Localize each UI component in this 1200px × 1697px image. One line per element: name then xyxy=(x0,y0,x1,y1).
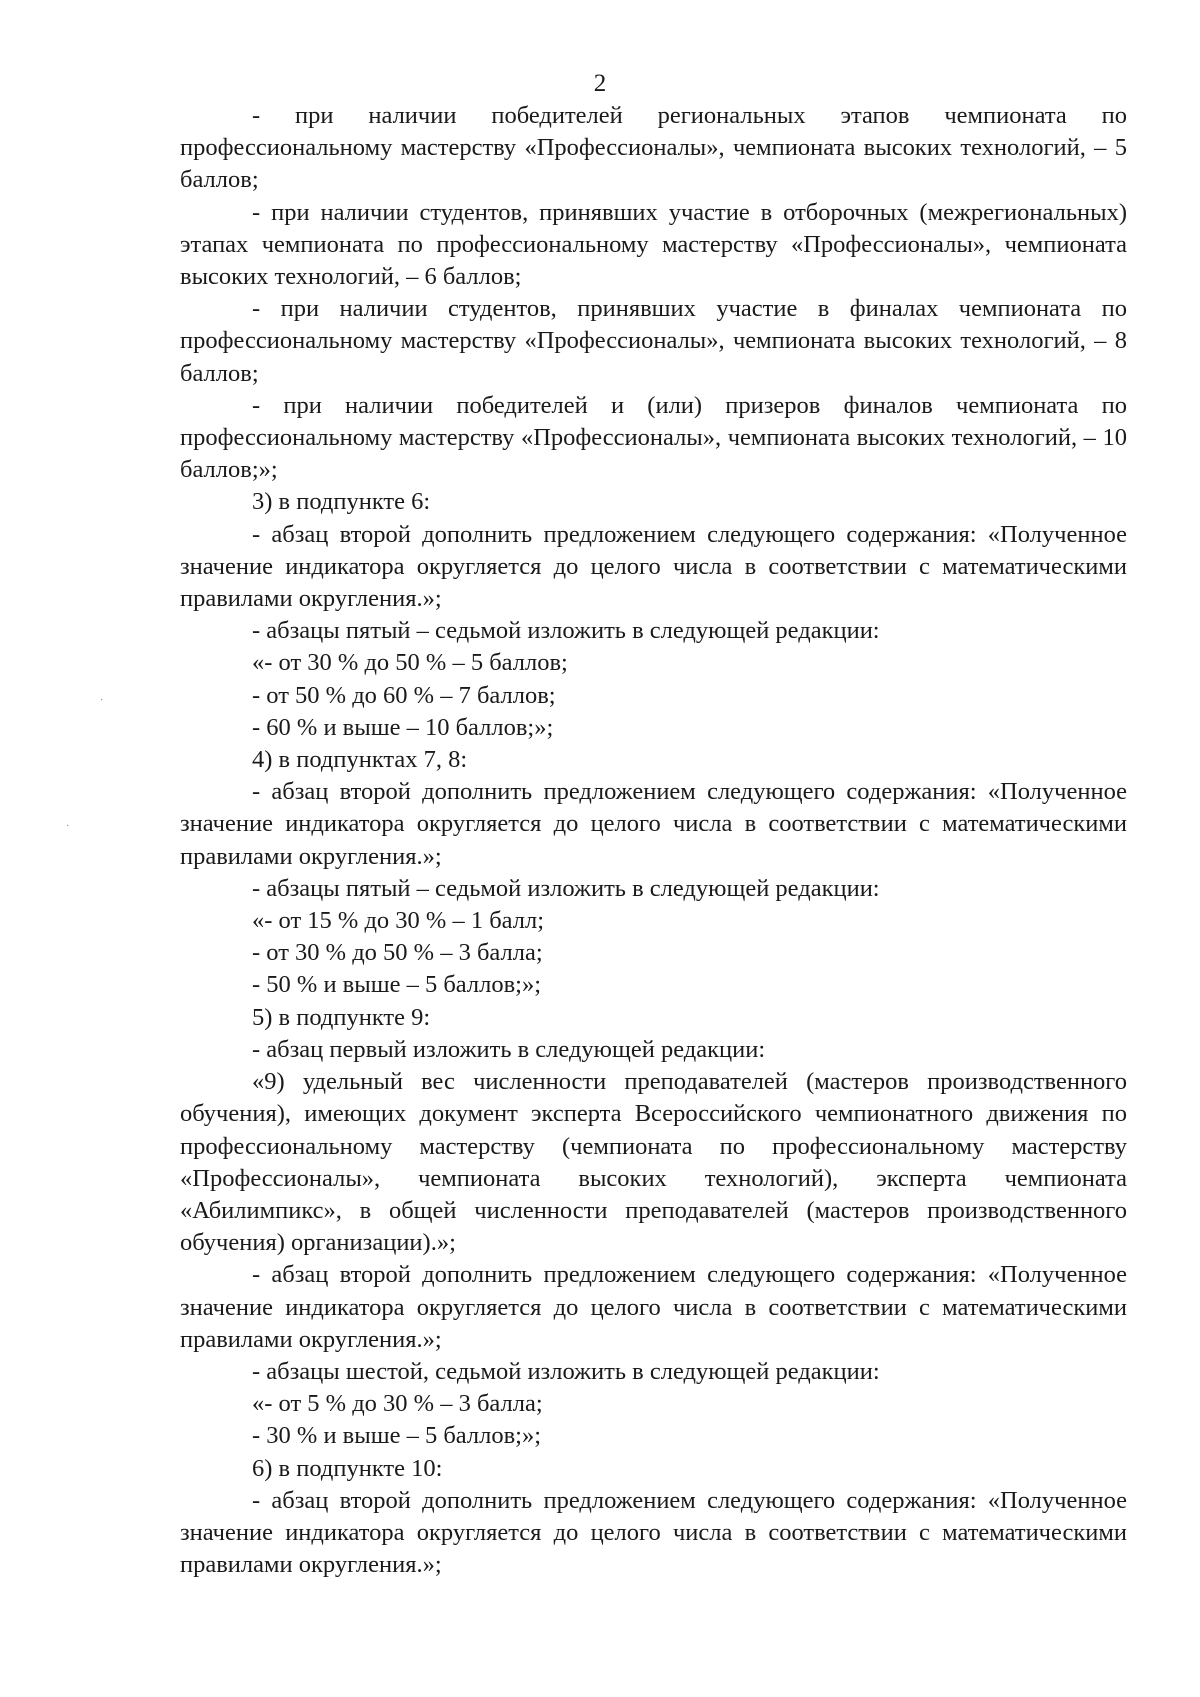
paragraph: «- от 30 % до 50 % – 5 баллов; xyxy=(252,649,568,677)
paragraph: - абзац второй дополнить предложением следующего содержания: «Полученное значение индикатора округляется до целого числа в соответствии с математическими правилами округления.»; xyxy=(180,778,1127,870)
paragraph: - от 50 % до 60 % – 7 баллов; xyxy=(252,681,556,709)
paragraph: - при наличии студентов, принявших участие в финалах чемпионата по профессиональному мастерству «Профессионалы», чемпионата высоких технологий, – 8 баллов; xyxy=(180,295,1127,387)
paragraph: - при наличии победителей и (или) призеров финалов чемпионата по профессиональному мастерству «Профессионалы», чемпионата высоких технологий, – 10 баллов;»; xyxy=(180,391,1127,484)
paragraph: «- от 5 % до 30 % – 3 балла; xyxy=(252,1390,543,1418)
paragraph: - абзац второй дополнить предложением следующего содержания: «Полученное значение индикатора округляется до целого числа в соответствии с математическими правилами округления.»; xyxy=(180,520,1127,613)
paragraph: - абзац второй дополнить предложением следующего содержания: «Полученное значение индикатора округляется до целого числа в соответствии с математическими правилами округления.»; xyxy=(180,1486,1127,1579)
paragraph: - абзацы пятый – седьмой изложить в следующей редакции: xyxy=(252,617,880,645)
paragraph: - абзацы шестой, седьмой изложить в следующей редакции: xyxy=(252,1357,880,1385)
paragraph: 6) в подпункте 10: xyxy=(252,1454,443,1482)
scan-speck: · xyxy=(66,821,70,832)
paragraph: «9) удельный вес численности преподавателей (мастеров производственного обучения), имеющих документ эксперта Всероссийского чемпионатного движения по профессиональному мастерству (чемпионата по профессиональному мастерству «Профессионалы», чемпионата высоких технологий), эксперта чемпионата «Абилимпикс», в общей численности преподавателей (мастеров производственного обучения) организации).»; xyxy=(180,1068,1127,1257)
paragraph: - 30 % и выше – 5 баллов;»; xyxy=(252,1422,542,1450)
paragraph: 5) в подпункте 9: xyxy=(252,1003,431,1031)
paragraph: 4) в подпунктах 7, 8: xyxy=(252,746,468,774)
paragraph: 3) в подпункте 6: xyxy=(252,488,431,516)
document-body xyxy=(180,100,1127,1581)
paragraph: - при наличии победителей региональных этапов чемпионата по профессиональному мастерству «Профессионалы», чемпионата высоких технологий, – 5 баллов; xyxy=(180,102,1127,194)
paragraph: «- от 15 % до 30 % – 1 балл; xyxy=(252,907,545,935)
paragraph: - абзац второй дополнить предложением следующего содержания: «Полученное значение индикатора округляется до целого числа в соответствии с математическими правилами округления.»; xyxy=(180,1261,1127,1353)
scan-speck: ⋅ xyxy=(100,695,104,706)
paragraph: - 60 % и выше – 10 баллов;»; xyxy=(252,713,554,741)
paragraph: - от 30 % до 50 % – 3 балла; xyxy=(252,939,543,967)
page-number: 2 xyxy=(593,70,607,97)
paragraph: - 50 % и выше – 5 баллов;»; xyxy=(252,971,542,999)
paragraph: - абзац первый изложить в следующей редакции: xyxy=(252,1035,766,1063)
paragraph: - абзацы пятый – седьмой изложить в следующей редакции: xyxy=(252,874,880,902)
paragraph: - при наличии студентов, принявших участие в отборочных (межрегиональных) этапах чемпионата по профессиональному мастерству «Профессионалы», чемпионата высоких технологий, – 6 баллов; xyxy=(180,198,1127,291)
